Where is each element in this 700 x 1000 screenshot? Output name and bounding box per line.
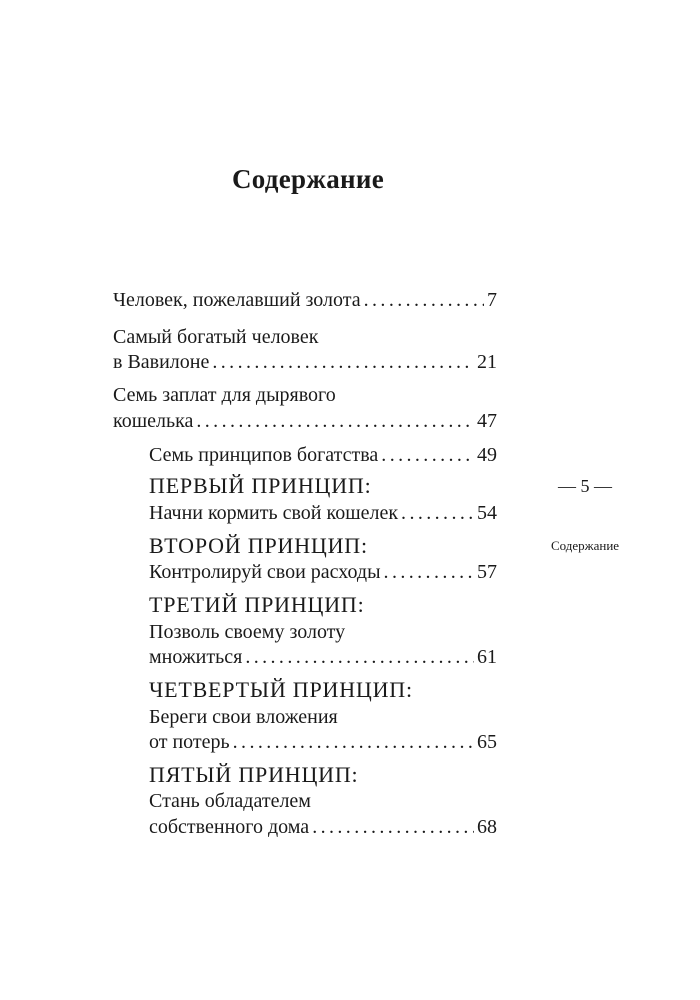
entry-title: кошелька xyxy=(113,410,194,432)
page-number: 57 xyxy=(477,561,497,583)
principle-heading[interactable]: ПЯТЫЙ ПРИНЦИП: xyxy=(149,762,359,787)
page-number: 49 xyxy=(477,444,497,466)
entry-title: в Вавилоне xyxy=(113,351,210,373)
entry-title: собственного дома xyxy=(149,816,310,838)
page-number: 61 xyxy=(477,646,497,668)
entry-title: множиться xyxy=(149,646,243,668)
toc-entry[interactable] xyxy=(149,814,497,840)
toc-entry[interactable] xyxy=(149,644,497,670)
entry-title-line[interactable]: Береги свои вложения xyxy=(149,706,338,728)
entry-title: Семь принципов богатства xyxy=(149,444,379,466)
toc-entry[interactable] xyxy=(113,287,497,313)
dot-leader xyxy=(245,644,474,670)
toc-entry[interactable] xyxy=(149,559,497,585)
page-number: 54 xyxy=(477,502,497,524)
page-number: 47 xyxy=(477,410,497,432)
page-number: 7 xyxy=(487,289,497,311)
toc-entry[interactable] xyxy=(113,349,497,375)
principle-heading[interactable]: ТРЕТИЙ ПРИНЦИП: xyxy=(149,592,365,617)
running-head: Содержание xyxy=(550,538,620,553)
entry-title: Контролируй свои расходы xyxy=(149,561,381,583)
dot-leader xyxy=(233,729,474,755)
dot-leader xyxy=(381,442,474,468)
entry-title: от потерь xyxy=(149,731,230,753)
page-number: 21 xyxy=(477,351,497,373)
dot-leader xyxy=(312,814,474,840)
entry-title: Начни кормить свой кошелек xyxy=(149,502,399,524)
principle-heading[interactable]: ЧЕТВЕРТЫЙ ПРИНЦИП: xyxy=(149,677,413,702)
page-number: 65 xyxy=(477,731,497,753)
entry-title-line[interactable]: Позволь своему золоту xyxy=(149,621,346,643)
entry-title-line[interactable]: Самый богатый человек xyxy=(113,326,319,348)
dot-leader xyxy=(212,349,474,375)
toc-entry[interactable] xyxy=(149,500,497,526)
toc-entry[interactable] xyxy=(113,408,497,434)
entry-title-line[interactable]: Стань обладателем xyxy=(149,790,311,812)
principle-heading[interactable]: ВТОРОЙ ПРИНЦИП: xyxy=(149,533,368,558)
dot-leader xyxy=(401,500,474,526)
folio-page-number: — 5 — xyxy=(558,476,612,496)
page-title: Содержание xyxy=(231,164,385,194)
dot-leader xyxy=(196,408,474,434)
entry-title: Человек, пожелавший золота xyxy=(113,289,361,311)
entry-title-line[interactable]: Семь заплат для дырявого xyxy=(113,384,336,406)
dot-leader xyxy=(364,287,484,313)
toc-entry[interactable] xyxy=(149,729,497,755)
dot-leader xyxy=(384,559,474,585)
toc-entry[interactable] xyxy=(149,442,497,468)
principle-heading[interactable]: ПЕРВЫЙ ПРИНЦИП: xyxy=(149,473,372,498)
page-number: 68 xyxy=(477,816,497,838)
